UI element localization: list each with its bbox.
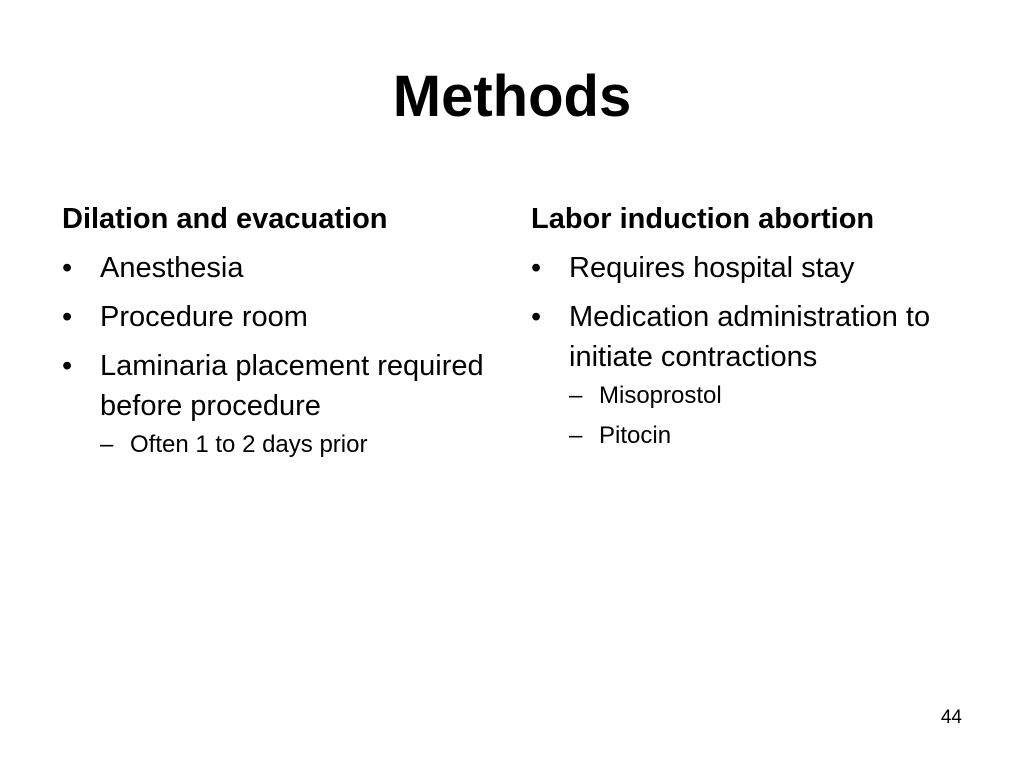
bullet-item xyxy=(531,248,971,288)
sub-bullet-text: Pitocin xyxy=(599,422,672,449)
dash-icon: – xyxy=(100,431,114,458)
bullet-icon: • xyxy=(62,350,73,382)
bullet-item xyxy=(531,297,971,452)
bullet-item xyxy=(62,248,502,288)
sub-bullet-item xyxy=(569,420,971,452)
bullet-text: Anesthesia xyxy=(100,252,244,284)
bullet-icon: • xyxy=(62,301,73,333)
sub-bullet-text: Misoprostol xyxy=(599,382,722,409)
page-number: 44 xyxy=(940,707,962,728)
bullet-icon: • xyxy=(531,252,542,284)
column-labor-induction xyxy=(531,199,971,461)
bullet-text: Procedure room xyxy=(100,301,308,333)
slide-title: Methods xyxy=(392,64,632,129)
bullet-text: Requires hospital stay xyxy=(569,252,855,284)
sub-bullet-item xyxy=(100,429,502,461)
bullet-icon: • xyxy=(62,252,73,284)
bullet-list xyxy=(62,248,502,461)
sub-bullet-list xyxy=(100,429,502,461)
sub-bullet-text: Often 1 to 2 days prior xyxy=(130,431,368,458)
column-heading: Labor induction abortion xyxy=(531,203,875,235)
bullet-list xyxy=(531,248,971,452)
bullet-item xyxy=(62,346,502,461)
bullet-item xyxy=(62,297,502,337)
sub-bullet-list xyxy=(569,380,971,452)
dash-icon: – xyxy=(569,382,583,409)
bullet-icon: • xyxy=(531,301,542,333)
bullet-text: Laminaria placement required before procedure xyxy=(100,350,484,422)
sub-bullet-item xyxy=(569,380,971,412)
dash-icon: – xyxy=(569,422,583,449)
bullet-text: Medication administration to initiate contractions xyxy=(569,301,931,373)
column-heading: Dilation and evacuation xyxy=(62,203,388,235)
column-dilation-evacuation xyxy=(62,199,502,470)
